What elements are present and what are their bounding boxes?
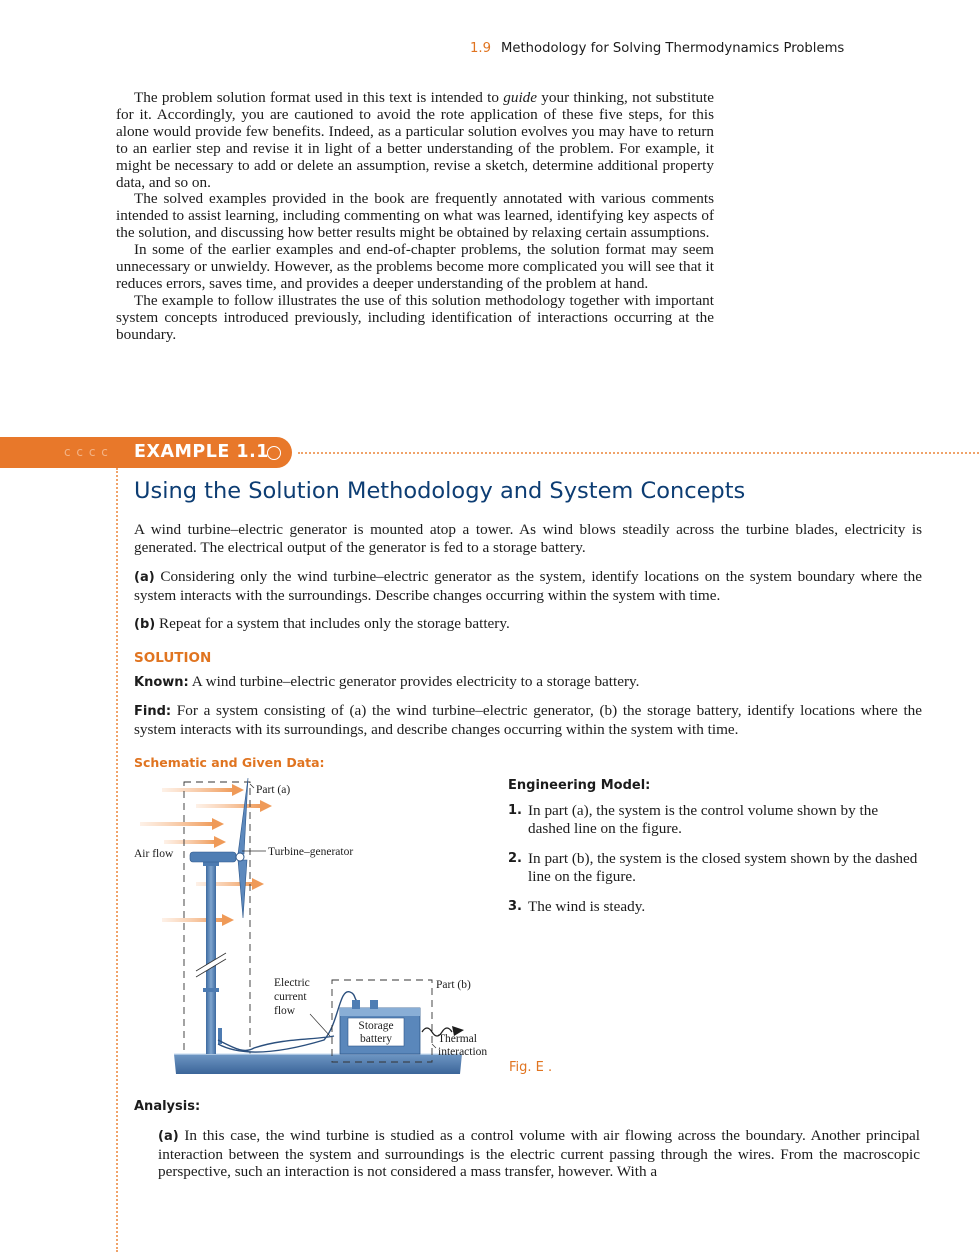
intro-paragraph-4: The example to follow illustrates the use of this solution methodology together with important system concepts introduced previously, including identification of interactions occurring at the boundary. <box>116 291 714 343</box>
air-flow-arrow-6 <box>162 914 234 926</box>
label-interaction: interaction <box>438 1046 488 1058</box>
label-current: current <box>274 991 307 1003</box>
example-label: EXAMPLE 1.1 <box>134 442 269 462</box>
turbine <box>190 778 248 918</box>
intro-p1-end: your thinking, not substitute for it. Accordingly, you are cautioned to avoid the rote application of these five steps, for this alone would provide few benefits. Indeed, as a particular solution evolves you may have to return to an earlier step and revise it in light of a better understanding of the problem. For example, it might be necessary to add or delete an assumption, revise a sketch, determine additional property data, and so on. <box>116 89 714 191</box>
wind-turbine-figure <box>134 778 500 1078</box>
air-flow-arrow-4 <box>164 836 226 848</box>
intro-paragraph-3: In some of the earlier examples and end-of-chapter problems, the solution format may seem unnecessary or unwieldy. However, as the problems become more complicated you will see that it reduces errors, saves time, and provides a deeper understanding of the problem at hand. <box>116 241 714 292</box>
label-part-a: Part (a) <box>256 784 291 796</box>
example-banner-circle <box>267 446 281 460</box>
find-label: Find: <box>134 704 172 719</box>
part-b-text: Repeat for a system that includes only the storage battery. <box>159 615 510 632</box>
label-electric: Electric <box>274 977 310 989</box>
analysis-body: In this case, the wind turbine is studied as a control volume with air flowing across the boundary. Another principal interaction between the system and surroundings is the electric current passing through the wires. From the macroscopic perspective, such an interaction is not considered a mass transfer, however. With a <box>158 1127 920 1180</box>
problem-statement: A wind turbine–electric generator is mounted atop a tower. As wind blows steadily across the turbine blades, electricity is generated. The electrical output of the generator is fed to a storage battery. <box>134 521 922 556</box>
known-label: Known: <box>134 675 189 690</box>
example-title: Using the Solution Methodology and System Concepts <box>134 478 746 504</box>
example-side-rule <box>116 468 118 1252</box>
engineering-model <box>508 778 920 929</box>
air-flow-arrow-3 <box>140 818 224 830</box>
item-text: In part (a), the system is the control volume shown by the dashed line on the figure. <box>528 802 879 837</box>
item-number: 3. <box>508 899 522 914</box>
engineering-model-item-2 <box>508 850 920 885</box>
tower <box>196 858 226 1054</box>
label-air-flow: Air flow <box>134 848 174 860</box>
find-text: For a system consisting of (a) the wind turbine–electric generator, (b) the storage battery, identify locations where the system interacts with its surroundings, and describe changes occurring within the system with time. <box>134 702 923 738</box>
example-divider <box>298 452 979 454</box>
engineering-model-item-3 <box>508 898 920 916</box>
running-head <box>470 41 844 56</box>
problem-part-b <box>134 615 922 634</box>
label-part-b: Part (b) <box>436 979 471 991</box>
known-statement <box>134 673 922 692</box>
label-battery: battery <box>360 1033 392 1045</box>
section-number: 1.9 <box>470 41 491 56</box>
schematic-heading: Schematic and Given Data: <box>134 755 325 770</box>
analysis-part-label: (a) <box>158 1129 179 1144</box>
intro-text <box>116 90 714 344</box>
known-text: A wind turbine–electric generator provides electricity to a storage battery. <box>191 673 640 690</box>
section-title: Methodology for Solving Thermodynamics Problems <box>500 41 845 56</box>
wire-lower <box>218 1036 334 1050</box>
item-number: 1. <box>508 803 522 818</box>
item-text: In part (b), the system is the closed system shown by the dashed line on the figure. <box>528 850 918 885</box>
ground <box>174 1054 462 1074</box>
engineering-model-title: Engineering Model: <box>508 778 651 793</box>
item-number: 2. <box>508 851 522 866</box>
part-a-text: Considering only the wind turbine–electric generator as the system, identify locations on the system boundary where the system interacts with the surroundings. Describe changes occurring within the system with time. <box>134 568 922 604</box>
example-banner-ornament: c c c c <box>64 445 109 459</box>
air-flow-arrow-2 <box>196 800 272 812</box>
solution-heading: SOLUTION <box>134 650 212 666</box>
part-b-label: (b) <box>134 617 156 632</box>
intro-p1-emphasis: guide <box>503 89 538 106</box>
label-turbine-generator: Turbine–generator <box>268 846 354 858</box>
problem-part-a <box>134 568 922 604</box>
engineering-model-item-1 <box>508 802 920 837</box>
intro-paragraph-1 <box>116 90 714 191</box>
analysis-heading: Analysis: <box>134 1099 201 1114</box>
air-flow-arrow-1 <box>162 784 244 796</box>
label-flow: flow <box>274 1005 296 1017</box>
turbine-blade-lower <box>238 860 247 918</box>
intro-p1-start: The problem solution format used in this text is intended to <box>134 89 504 106</box>
find-statement <box>134 702 922 738</box>
part-a-label: (a) <box>134 570 155 585</box>
item-text: The wind is steady. <box>528 898 646 915</box>
analysis-text <box>158 1127 920 1181</box>
label-thermal: Thermal <box>438 1033 477 1045</box>
intro-paragraph-2: The solved examples provided in the book are frequently annotated with various comments intended to assist learning, including commenting on what was learned, identifying key aspects of the solution, and discussing how better results might be obtained by relaxing certain assumptions. <box>116 190 714 242</box>
figure-caption: Fig. E . <box>509 1060 553 1075</box>
label-storage: Storage <box>358 1020 394 1032</box>
